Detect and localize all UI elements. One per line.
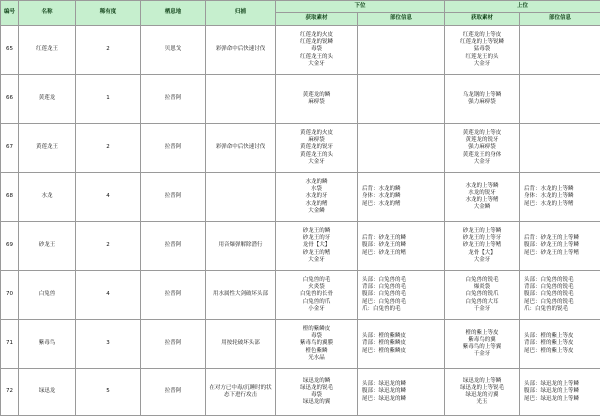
header-low-rank: 下位 (276, 1, 445, 13)
cell-line: 绿迅龙的锐毛 (277, 385, 356, 392)
rarity-cell: 1 (76, 75, 141, 124)
cell-line: 千金牙 (446, 306, 518, 313)
cell-line: 砂龙王的上等牙 (446, 235, 518, 242)
cell-line: 腹部：砂龙王的上等鳞 (524, 242, 599, 249)
low-parts-cell (358, 222, 445, 271)
cell-line: 毒袋 (277, 333, 356, 340)
cell-line: 腹部：白兔兽的锐毛 (524, 291, 599, 298)
table-row (1, 222, 600, 271)
header-low-materials: 获取素材 (276, 13, 358, 26)
rarity-cell: 5 (76, 369, 141, 416)
high-parts-cell (520, 222, 600, 271)
high-materials-cell (445, 26, 520, 75)
low-parts-cell (358, 124, 445, 173)
high-materials-cell (445, 222, 520, 271)
cell-line: 砂龙王的上等鳞 (446, 228, 518, 235)
cell-line: 尾巴：绿迅龙的上等鳞 (524, 396, 599, 403)
low-materials-cell (276, 222, 358, 271)
cell-line: 尾巴：白兔兽的锐毛 (524, 299, 599, 306)
cell-line: 尾巴：白兔兽的毛 (362, 299, 443, 306)
header-low-parts: 部位信息 (358, 13, 445, 26)
cell-line: 绿迅龙的翼 (277, 399, 356, 406)
cell-line: 光水晶 (277, 355, 356, 362)
low-parts-cell (358, 173, 445, 222)
low-materials-cell (276, 369, 358, 416)
cell-line: 麻痹袋 (277, 137, 356, 144)
cell-line: 爪：白兔兽的毛 (362, 306, 443, 313)
cell-line: 强力麻痹袋 (446, 99, 518, 106)
cell-line: 绿迅龙的鳞 (277, 378, 356, 385)
cell-line: 后背：砂龙王的上等鳞 (524, 235, 599, 242)
high-parts-cell (520, 271, 600, 320)
id-cell: 72 (1, 369, 19, 416)
low-materials-cell (276, 26, 358, 75)
cell-line: 绿迅龙的刃翼 (446, 392, 518, 399)
id-cell: 65 (1, 26, 19, 75)
cell-line: 大金鳞 (277, 208, 356, 215)
cell-line: 黄莲龙的火皮 (277, 130, 356, 137)
cell-line: 小金牙 (277, 306, 356, 313)
rarity-cell: 4 (76, 173, 141, 222)
name-cell: 砂龙王 (19, 222, 76, 271)
low-materials-cell (276, 271, 358, 320)
cell-line: 后背：水龙的上等鳞 (524, 186, 599, 193)
cell-line: 红莲龙王的头 (446, 54, 518, 61)
id-cell: 69 (1, 222, 19, 271)
cell-line: 头部：绿迅龙的上等鳞 (524, 381, 599, 388)
cell-line: 龙骨【大】 (277, 242, 356, 249)
id-cell: 70 (1, 271, 19, 320)
cell-line: 头部：白兔兽的锐毛 (524, 277, 599, 284)
cell-line: 背部：橙的紫上等皮 (524, 340, 599, 347)
high-parts-cell (520, 320, 600, 369)
cell-line: 水龙的牙 (277, 193, 356, 200)
high-materials-cell (445, 173, 520, 222)
header-high-rank: 上位 (445, 1, 600, 13)
cell-line: 猛毒袋 (446, 46, 518, 53)
cell-line: 腹部：绿迅龙的上等鳞 (524, 388, 599, 395)
cell-line: 黄莲龙王的头 (277, 152, 356, 159)
header-capture: 归捕 (206, 1, 276, 26)
table-row (1, 369, 600, 416)
header-rarity: 稀有度 (76, 1, 141, 26)
name-cell: 紫毒鸟 (19, 320, 76, 369)
cell-line: 黄莲龙的锐牙 (277, 144, 356, 151)
cell-line: 腹部：砂龙王的鳞 (362, 242, 443, 249)
cell-line: 尾巴：橙的紫鳞皮 (362, 348, 443, 355)
rarity-cell: 2 (76, 124, 141, 173)
rarity-cell: 2 (76, 222, 141, 271)
cell-line: 腹部：白兔兽的毛 (362, 291, 443, 298)
high-materials-cell (445, 320, 520, 369)
cell-line: 火炎袋 (277, 284, 356, 291)
cell-line: 身体：水龙的鳞 (362, 193, 443, 200)
name-cell: 水龙 (19, 173, 76, 222)
cell-line: 光玉 (446, 399, 518, 406)
cell-line: 千金牙 (446, 351, 518, 358)
cell-line: 背部：橙的紫鳞皮 (362, 340, 443, 347)
high-parts-cell (520, 369, 600, 416)
capture-cell (206, 75, 276, 124)
habitat-cell: 拉普阿 (141, 320, 206, 369)
cell-line: 黄莲龙的鳞 (277, 92, 356, 99)
low-materials-cell (276, 75, 358, 124)
name-cell: 红莲龙王 (19, 26, 76, 75)
cell-line: 砂龙王的上等鳍 (446, 242, 518, 249)
cell-line: 麻痹袋 (277, 99, 356, 106)
id-cell: 68 (1, 173, 19, 222)
cell-line: 水龙的鳍 (277, 201, 356, 208)
cell-line: 砂龙王的牙 (277, 235, 356, 242)
cell-line: 头部：白兔兽的毛 (362, 277, 443, 284)
name-cell: 黄莲龙王 (19, 124, 76, 173)
cell-line: 大金牙 (446, 257, 518, 264)
header-id: 编号 (1, 1, 19, 26)
low-materials-cell (276, 320, 358, 369)
high-materials-cell (445, 369, 520, 416)
habitat-cell: 拉普阿 (141, 75, 206, 124)
cell-line: 后背：水龙的鳞 (362, 186, 443, 193)
habitat-cell: 拉普阿 (141, 369, 206, 416)
cell-line: 头部：橙的紫上等皮 (524, 333, 599, 340)
cell-line: 橙的紫鳞皮 (277, 326, 356, 333)
cell-line: 毒袋 (277, 392, 356, 399)
cell-line: 大金牙 (277, 257, 356, 264)
name-cell: 黄莲龙 (19, 75, 76, 124)
cell-line: 砂龙王的鳍 (277, 250, 356, 257)
cell-line: 尾巴：水龙的鳍 (362, 201, 443, 208)
cell-line: 大金鳞 (446, 204, 518, 211)
habitat-cell: 贝恩戈 (141, 26, 206, 75)
cell-line: 紫毒鸟的翼膜 (277, 340, 356, 347)
habitat-cell: 拉普阿 (141, 124, 206, 173)
cell-line: 白兔兽的爪 (277, 299, 356, 306)
cell-line: 尾巴：砂龙王的上等鳍 (524, 250, 599, 257)
table-row (1, 75, 600, 124)
header-high-materials: 获取素材 (445, 13, 520, 26)
cell-line: 黄莲龙的锐牙 (446, 137, 518, 144)
cell-line: 白兔兽的长骨 (277, 291, 356, 298)
low-materials-cell (276, 124, 358, 173)
id-cell: 66 (1, 75, 19, 124)
cell-line: 尾巴：绿迅龙的鳞 (362, 396, 443, 403)
cell-line: 乌龙钢的上等鳞 (446, 92, 518, 99)
cell-line: 头部：绿迅龙的鳞 (362, 381, 443, 388)
low-parts-cell (358, 75, 445, 124)
id-cell: 71 (1, 320, 19, 369)
capture-cell: 在对方已中毒/沉睡时的状态下进行攻击 (206, 369, 276, 416)
capture-cell: 彩弹命中后快速讨伐 (206, 124, 276, 173)
cell-line: 大金牙 (277, 61, 356, 68)
name-cell: 绿迅龙 (19, 369, 76, 416)
cell-line: 尾巴：水龙的上等鳍 (524, 201, 599, 208)
high-parts-cell (520, 173, 600, 222)
cell-line: 龙骨【大】 (446, 250, 518, 257)
table-row (1, 271, 600, 320)
cell-line: 紫毒鸟的翼 (446, 337, 518, 344)
high-materials-cell (445, 75, 520, 124)
cell-line: 背部：白兔兽的锐毛 (524, 284, 599, 291)
cell-line: 绿迅龙的上等鳞 (446, 378, 518, 385)
habitat-cell: 拉普阿 (141, 222, 206, 271)
cell-line: 白兔兽的毛 (277, 277, 356, 284)
cell-line: 尾巴：砂龙王的鳍 (362, 250, 443, 257)
habitat-cell: 拉普阿 (141, 271, 206, 320)
cell-line: 水龙的锐牙 (446, 190, 518, 197)
cell-line: 绿迅龙的上等锐毛 (446, 385, 518, 392)
capture-cell: 用按轮破坏头部 (206, 320, 276, 369)
name-cell: 白兔兽 (19, 271, 76, 320)
table-row (1, 26, 600, 75)
cell-line: 黄莲龙的上等皮 (446, 130, 518, 137)
cell-line: 红莲龙王的头 (277, 54, 356, 61)
capture-cell (206, 173, 276, 222)
high-parts-cell (520, 124, 600, 173)
capture-cell: 用水属性大剑破坏头部 (206, 271, 276, 320)
header-name: 名称 (19, 1, 76, 26)
capture-cell: 用音爆弹解除潜行 (206, 222, 276, 271)
cell-line: 水龙的上等鳍 (446, 197, 518, 204)
cell-line: 紫毒鸟的上等翼 (446, 344, 518, 351)
cell-line: 橙的紫上等皮 (446, 330, 518, 337)
cell-line: 水龙的鳞 (277, 179, 356, 186)
cell-line: 橙色紫鳞 (277, 348, 356, 355)
cell-line: 水龙的上等鳞 (446, 183, 518, 190)
cell-line: 白兔兽的大耳 (446, 299, 518, 306)
high-parts-cell (520, 26, 600, 75)
id-cell: 67 (1, 124, 19, 173)
rarity-cell: 2 (76, 26, 141, 75)
low-parts-cell (358, 271, 445, 320)
table-body (1, 26, 600, 416)
low-parts-cell (358, 369, 445, 416)
cell-line: 白兔兽的锐爪 (446, 291, 518, 298)
header-high-parts: 部位信息 (520, 13, 600, 26)
habitat-cell: 拉普阿 (141, 173, 206, 222)
cell-line: 身体：水龙的上等鳞 (524, 193, 599, 200)
cell-line: 强力麻痹袋 (446, 144, 518, 151)
rarity-cell: 3 (76, 320, 141, 369)
cell-line: 背部：白兔兽的毛 (362, 284, 443, 291)
table-row (1, 173, 600, 222)
low-parts-cell (358, 320, 445, 369)
rarity-cell: 4 (76, 271, 141, 320)
cell-line: 头部：橙的紫鳞皮 (362, 333, 443, 340)
cell-line: 红莲龙的上等皮 (446, 32, 518, 39)
cell-line: 后背：砂龙王的鳞 (362, 235, 443, 242)
cell-line: 爆炎袋 (446, 284, 518, 291)
cell-line: 红莲龙的锐鳞 (277, 39, 356, 46)
cell-line: 尾巴：橙的紫上等皮 (524, 348, 599, 355)
table-row (1, 320, 600, 369)
cell-line: 红莲龙的上等锐鳞 (446, 39, 518, 46)
cell-line: 砂龙王的鳞 (277, 228, 356, 235)
cell-line: 大金牙 (446, 61, 518, 68)
high-parts-cell (520, 75, 600, 124)
high-materials-cell (445, 124, 520, 173)
low-materials-cell (276, 173, 358, 222)
cell-line: 红莲龙的火皮 (277, 32, 356, 39)
cell-line: 大金牙 (277, 159, 356, 166)
capture-cell: 彩弹命中后快速讨伐 (206, 26, 276, 75)
cell-line: 黄莲龙王的身体 (446, 152, 518, 159)
cell-line: 白兔兽的锐毛 (446, 277, 518, 284)
high-materials-cell (445, 271, 520, 320)
cell-line: 腹部：绿迅龙的鳞 (362, 388, 443, 395)
table-row (1, 124, 600, 173)
cell-line: 爪：白兔兽的锐毛 (524, 306, 599, 313)
cell-line: 大金牙 (446, 159, 518, 166)
cell-line: 毒袋 (277, 46, 356, 53)
header-habitat: 栖息地 (141, 1, 206, 26)
low-parts-cell (358, 26, 445, 75)
cell-line: 水袋 (277, 186, 356, 193)
